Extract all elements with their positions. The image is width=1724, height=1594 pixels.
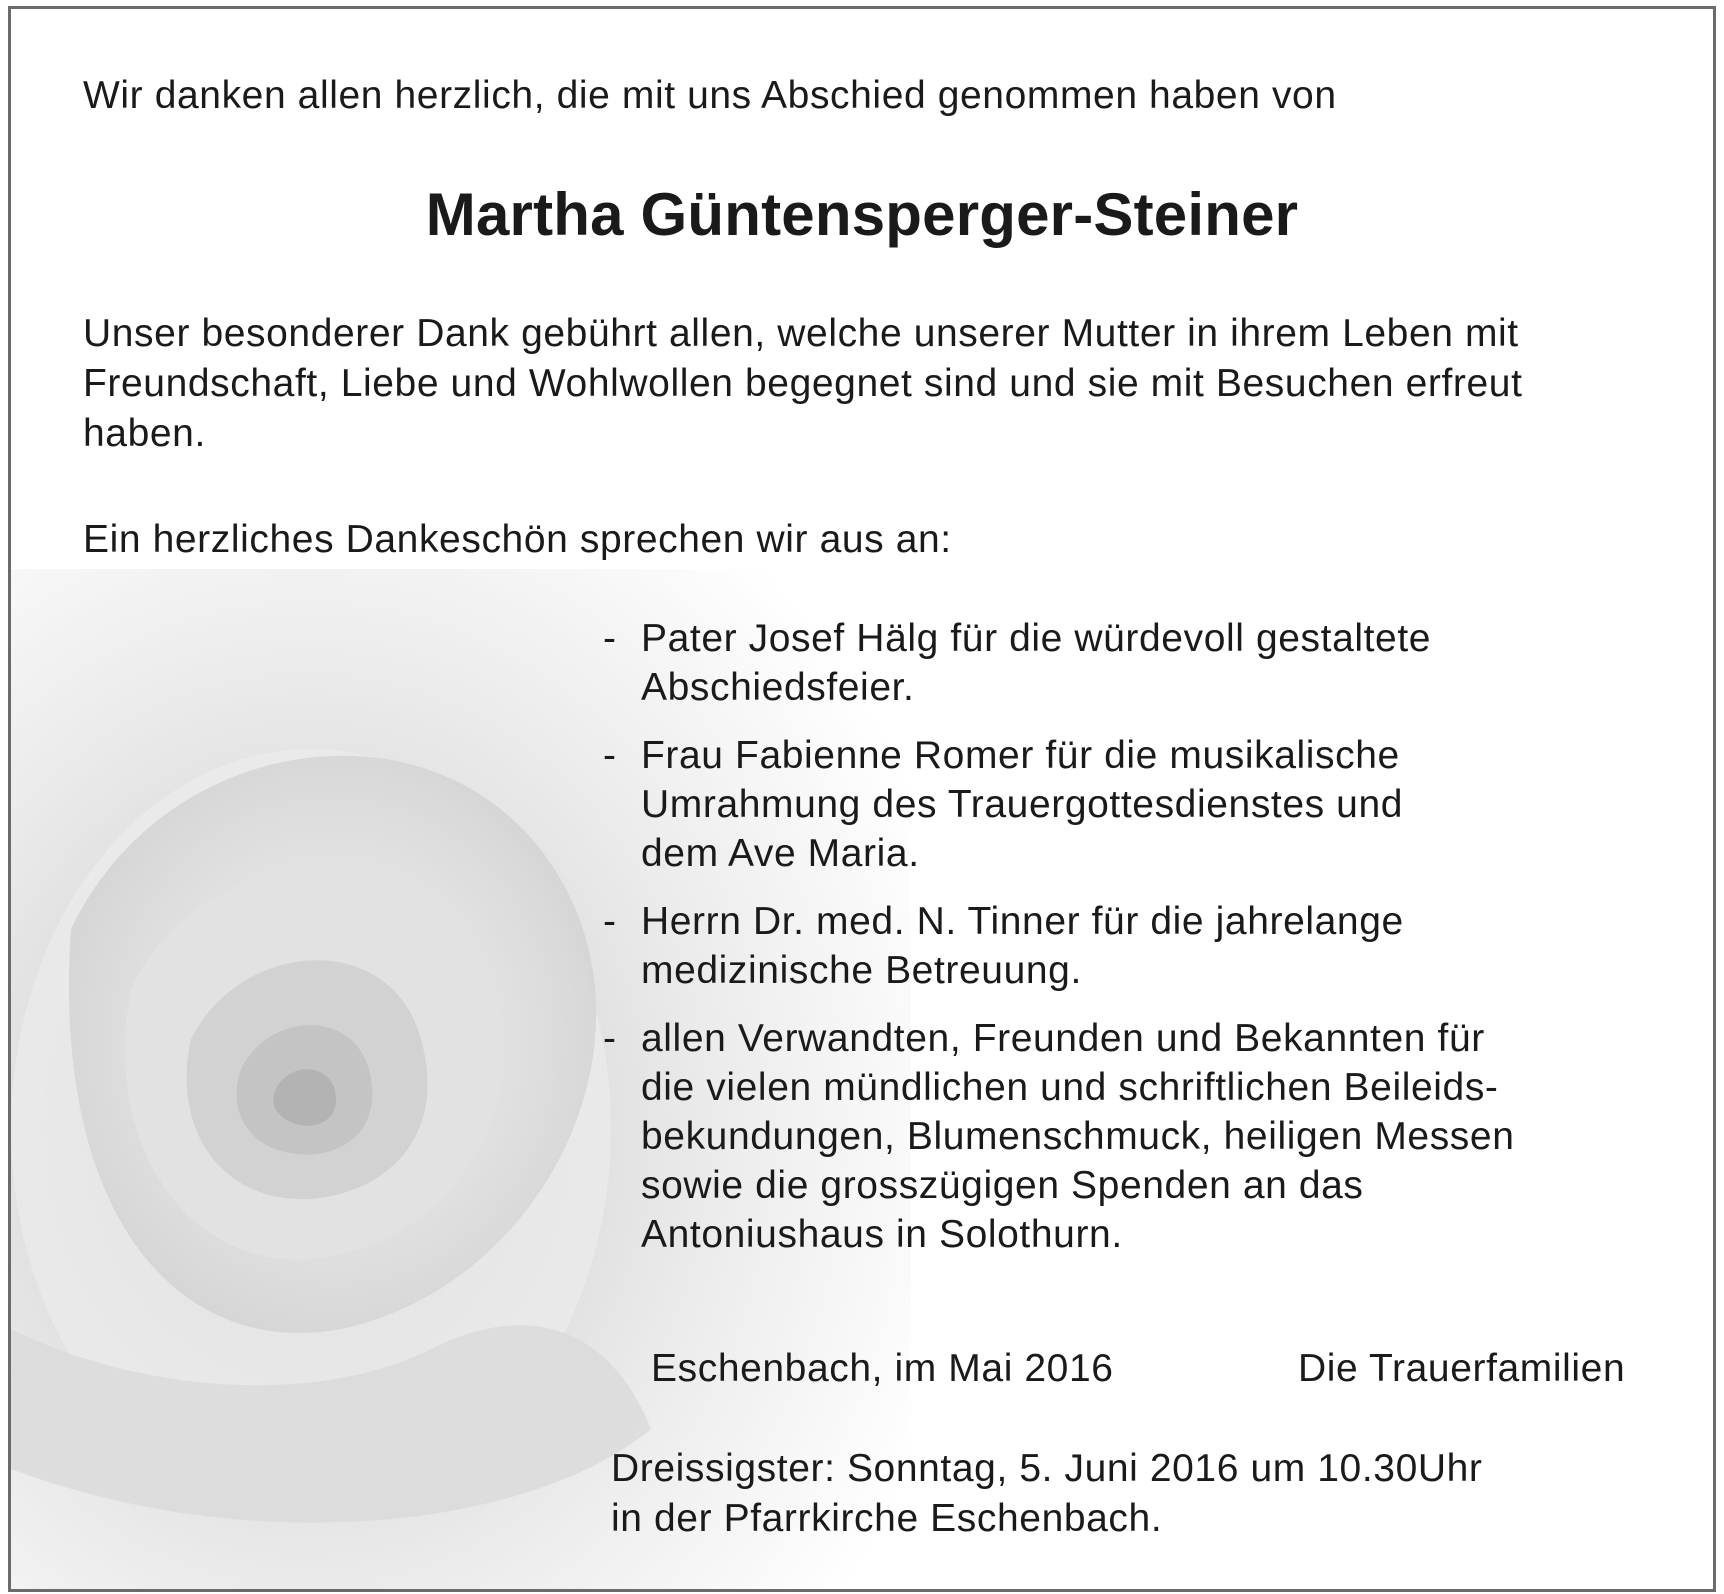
special-thanks-line: haben.	[83, 412, 206, 455]
thanks-list	[603, 614, 1515, 1278]
signature: Die Trauerfamilien	[1298, 1347, 1626, 1390]
obituary-thank-you-card	[8, 6, 1716, 1592]
list-item-line: die vielen mündlichen und schriftlichen Beileids-	[641, 1066, 1499, 1109]
list-item-line: Frau Fabienne Romer für die musikalische	[641, 734, 1400, 777]
deceased-name: Martha Güntensperger-Steiner	[425, 181, 1299, 248]
bullet-dash: -	[603, 1017, 617, 1060]
dreissigster-line: Dreissigster: Sonntag, 5. Juni 2016 um 10.30Uhr	[611, 1447, 1483, 1490]
list-item-line: medizinische Betreuung.	[641, 949, 1082, 992]
special-thanks-line: Freundschaft, Liebe und Wohlwollen begegnet sind und sie mit Besuchen erfreut	[83, 362, 1523, 405]
bullet-dash: -	[603, 900, 617, 943]
bullet-dash: -	[603, 734, 617, 777]
special-thanks-paragraph	[83, 309, 1523, 459]
list-item-line: Herrn Dr. med. N. Tinner für die jahrelange	[641, 900, 1404, 943]
list-item-line: Antoniushaus in Solothurn.	[641, 1213, 1123, 1256]
list-item	[603, 1014, 1515, 1259]
special-thanks-line: Unser besonderer Dank gebührt allen, welche unserer Mutter in ihrem Leben mit	[83, 312, 1519, 355]
list-item-line: Umrahmung des Trauergottesdienstes und	[641, 783, 1404, 826]
list-item-line: bekundungen, Blumenschmuck, heiligen Messen	[641, 1115, 1515, 1158]
list-item-line: allen Verwandten, Freunden und Bekannten für	[641, 1017, 1485, 1060]
dreissigster-line: in der Pfarrkirche Eschenbach.	[611, 1497, 1163, 1540]
list-item	[603, 731, 1514, 878]
list-item	[603, 614, 1514, 712]
list-item-line: Abschiedsfeier.	[641, 666, 915, 709]
list-item-line: dem Ave Maria.	[641, 832, 920, 875]
list-item-line: Pater Josef Hälg für die würdevoll gestaltete	[641, 617, 1432, 660]
thanks-intro: Ein herzliches Dankeschön sprechen wir aus an:	[83, 518, 952, 561]
bullet-dash: -	[603, 617, 617, 660]
dreissigster-notice	[611, 1444, 1483, 1544]
list-item	[603, 897, 1514, 995]
list-item-line: sowie die grosszügigen Spenden an das	[641, 1164, 1364, 1207]
intro-text: Wir danken allen herzlich, die mit uns Abschied genommen haben von	[83, 74, 1337, 117]
place-date: Eschenbach, im Mai 2016	[651, 1347, 1114, 1390]
